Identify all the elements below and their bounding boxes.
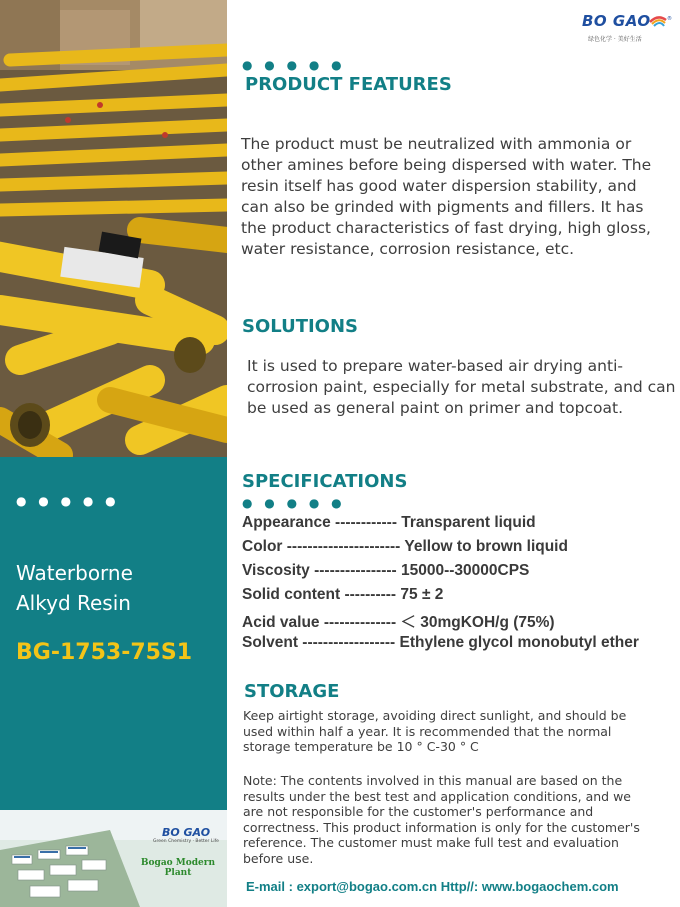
note-line: Note: The contents involved in this manual are based on the <box>243 773 623 788</box>
product-code: BG-1753-75S1 <box>16 640 193 665</box>
storage-heading: STORAGE <box>244 681 340 702</box>
decorative-dots: ● ● ● ● ● <box>16 494 120 508</box>
product-name-line2: Alkyd Resin <box>16 591 131 615</box>
note-line: before use. <box>243 850 314 866</box>
product-name <box>16 558 216 618</box>
storage-line: used within half a year. It is recommended that the normal <box>243 723 612 739</box>
plant-caption: Bogao Modern Plant <box>140 858 216 878</box>
solutions-line: be used as general paint on primer and topcoat. <box>247 399 623 417</box>
solutions-line: It is used to prepare water-based air drying anti- <box>247 357 623 375</box>
solutions-heading: SOLUTIONS <box>242 316 359 337</box>
note-text <box>243 773 640 866</box>
logo-tagline: 绿色化学 · 美好生活 <box>588 36 642 43</box>
contact-footer: E-mail : export@bogao.com.cn Http//: www.bogaochem.com <box>246 879 619 894</box>
storage-line: storage temperature be 10 ° C-30 ° C <box>243 739 479 754</box>
spec-solid-content: Solid content ---------- 75 ± 2 <box>242 586 444 603</box>
features-line: water resistance, corrosion resistance, etc. <box>241 240 575 258</box>
specifications-heading: SPECIFICATIONS <box>242 471 408 492</box>
spec-solvent: Solvent ------------------ Ethylene glycol monobutyl ether <box>242 634 639 651</box>
storage-line: Keep airtight storage, avoiding direct sunlight, and should be <box>243 708 627 723</box>
plant-tagline: Green Chemistry · Better Life <box>153 839 219 844</box>
features-heading: PRODUCT FEATURES <box>245 74 452 95</box>
yellow-pipes-photo <box>0 0 227 457</box>
spec-color: Color ---------------------- Yellow to brown liquid <box>242 538 568 555</box>
svg-text:®: ® <box>667 16 672 22</box>
product-name-line1: Waterborne <box>16 561 133 585</box>
note-line: reference. The customer must make full test and evaluation <box>243 835 619 850</box>
features-line: can also be grinded with pigments and fillers. It has <box>241 198 644 216</box>
specifications-dots: ● ● ● ● ● <box>242 496 346 510</box>
note-line: results under the best test and application conditions, and we <box>243 788 631 804</box>
features-line: other amines before being dispersed with water. The <box>241 156 652 174</box>
plant-logo: BO GAO <box>161 826 211 839</box>
product-panel <box>0 457 227 810</box>
note-line: correctness. This product information is only for the customer's <box>243 819 640 835</box>
plant-logo-block <box>148 826 224 844</box>
features-text <box>241 134 651 260</box>
solutions-line: corrosion paint, especially for metal substrate, and can <box>247 378 676 396</box>
features-dots: ● ● ● ● ● <box>242 58 346 72</box>
features-line: resin itself has good water dispersion stability, and <box>241 177 637 195</box>
spec-appearance: Appearance ------------ Transparent liquid <box>242 514 536 531</box>
spec-viscosity: Viscosity ---------------- 15000--30000CPS <box>242 562 530 579</box>
solutions-text <box>247 356 676 419</box>
features-line: the product characteristics of fast drying, high gloss, <box>241 219 651 237</box>
features-line: The product must be neutralized with ammonia or <box>241 135 632 153</box>
logo-brand: BO GAO <box>582 12 651 30</box>
note-line: are not responsible for the customer's performance and <box>243 804 594 819</box>
storage-text <box>243 708 626 755</box>
spec-acid-value: Acid value -------------- ＜ 30mgKOH/g (75%) <box>242 614 555 631</box>
